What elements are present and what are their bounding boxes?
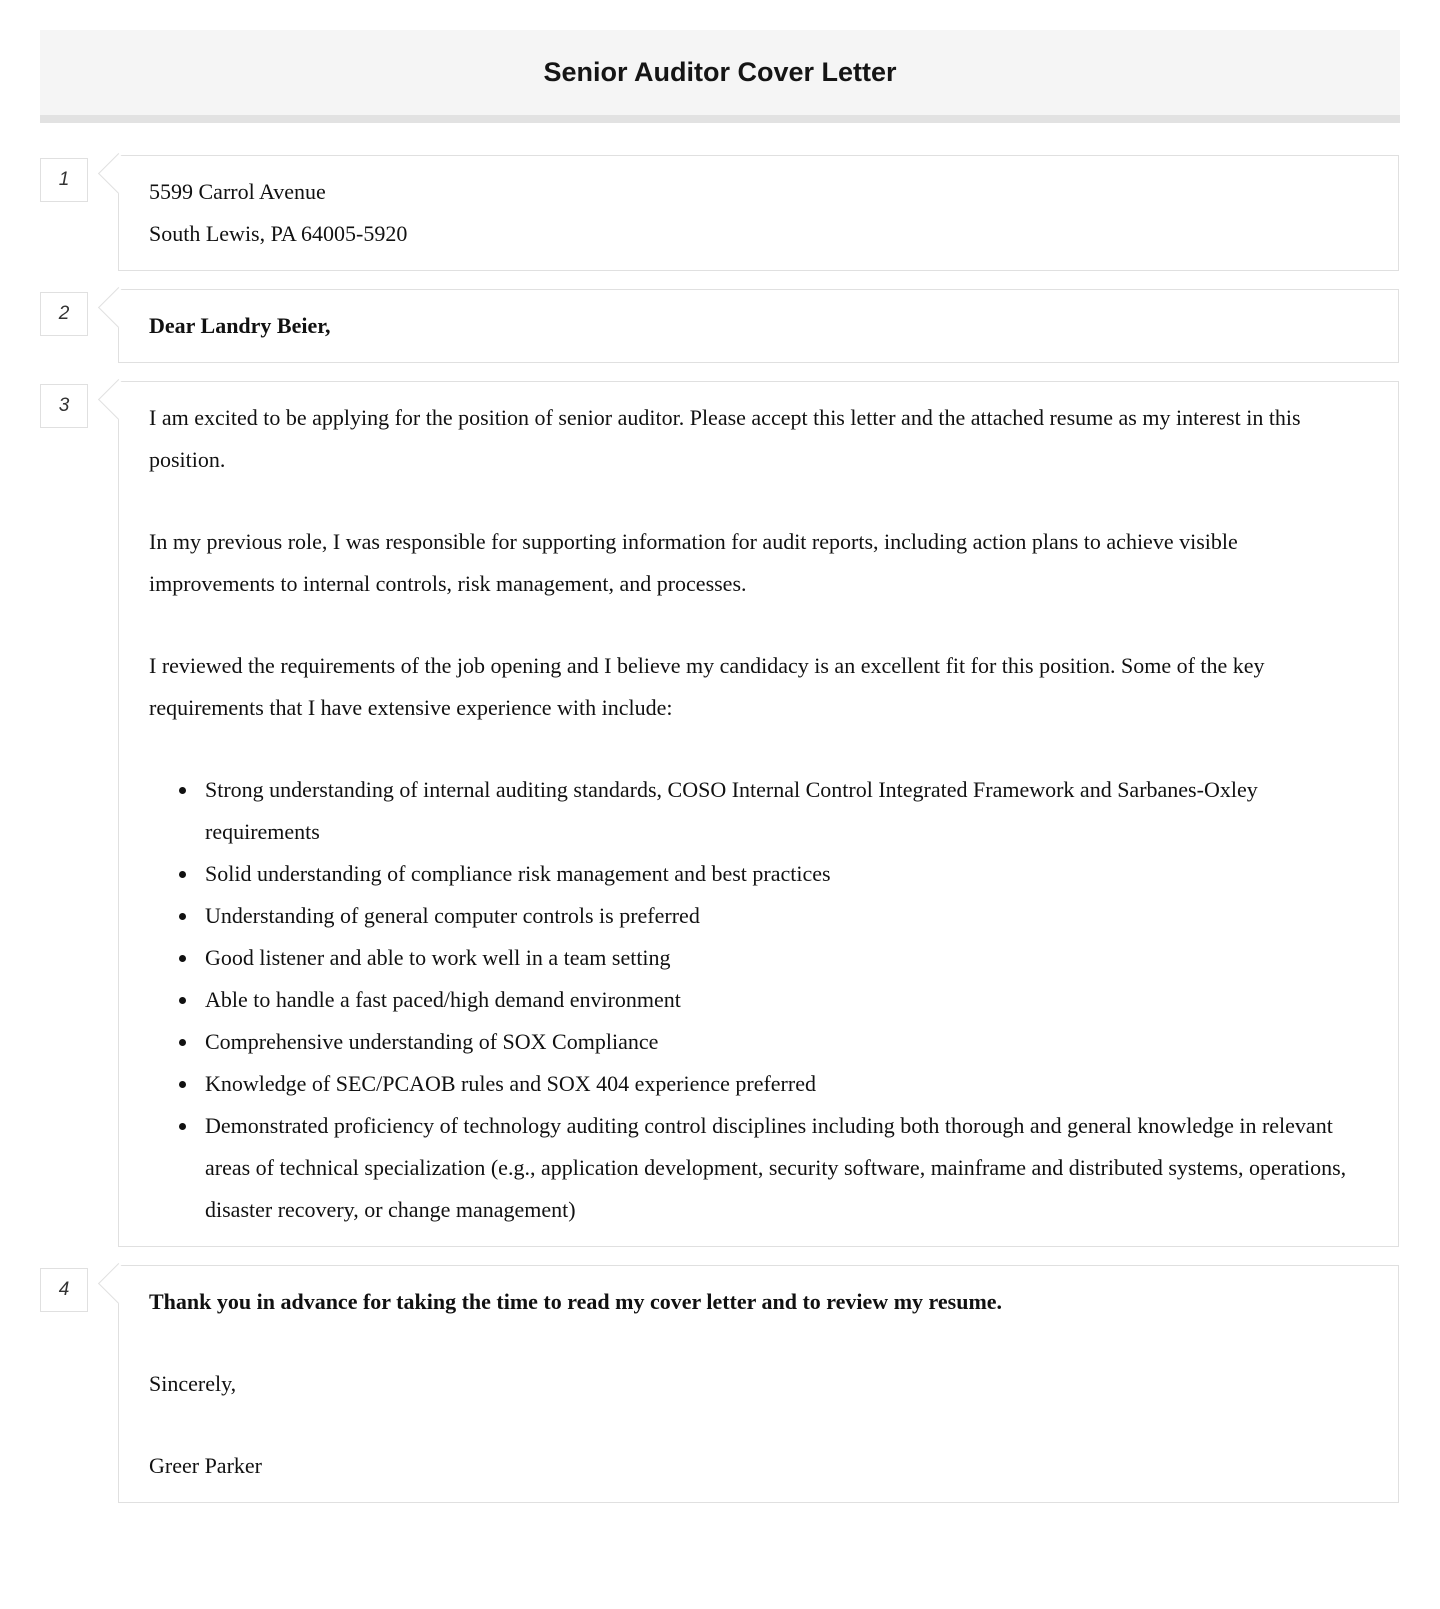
body-callout: [118, 381, 1399, 1247]
closing-callout: [118, 1265, 1399, 1503]
requirements-list: [149, 769, 1368, 1231]
section-body: [58, 381, 1399, 1247]
address-callout: [118, 155, 1399, 271]
section-number-badge: 4: [40, 1268, 88, 1312]
signature-name: Greer Parker: [149, 1453, 262, 1478]
document-header: [40, 30, 1400, 115]
body-paragraph-3: I reviewed the requirements of the job opening and I believe my candidacy is an excellent fit for this position. Some of the key requirements that I have extensive experience with include:: [149, 653, 1265, 720]
body-paragraph-2: In my previous role, I was responsible for supporting information for audit reports, including action plans to achieve visible improvements to internal controls, risk management, and processes.: [149, 529, 1238, 596]
section-number-badge: 3: [40, 384, 88, 428]
section-number-badge: 2: [40, 292, 88, 336]
header-shadow-strip: [40, 115, 1400, 123]
requirement-item: • Demonstrated proficiency of technology auditing control disciplines including both thorough and general knowledge in relevant areas of technical specialization (e.g., application development, security software, mainframe and distributed systems, operations, disaster recovery, or change management): [199, 1105, 1368, 1231]
thank-you-text: Thank you in advance for taking the time to read my cover letter and to review my resume.: [149, 1289, 1003, 1314]
salutation-text: Dear Landry Beier,: [149, 313, 331, 338]
section-address: [58, 155, 1399, 271]
requirement-item: • Good listener and able to work well in a team setting: [199, 937, 1368, 979]
requirement-item: • Solid understanding of compliance risk management and best practices: [199, 853, 1368, 895]
signoff-text: Sincerely,: [149, 1371, 237, 1396]
address-line-2: South Lewis, PA 64005-5920: [149, 221, 408, 246]
requirement-item: • Strong understanding of internal auditing standards, COSO Internal Control Integrated Framework and Sarbanes-Oxley requirements: [199, 769, 1368, 853]
requirement-item: • Comprehensive understanding of SOX Compliance: [199, 1021, 1368, 1063]
section-number-badge: 1: [40, 158, 88, 202]
body-paragraph-1: I am excited to be applying for the position of senior auditor. Please accept this letter and the attached resume as my interest in this position.: [149, 405, 1301, 472]
page-title: Senior Auditor Cover Letter: [543, 57, 897, 87]
requirement-item: • Able to handle a fast paced/high demand environment: [199, 979, 1368, 1021]
requirement-item: • Knowledge of SEC/PCAOB rules and SOX 404 experience preferred: [199, 1063, 1368, 1105]
address-line-1: 5599 Carrol Avenue: [149, 179, 326, 204]
salutation-callout: [118, 289, 1399, 363]
section-salutation: [58, 289, 1399, 363]
requirement-item: • Understanding of general computer controls is preferred: [199, 895, 1368, 937]
letter-sections: [58, 155, 1399, 1503]
section-closing: [58, 1265, 1399, 1503]
